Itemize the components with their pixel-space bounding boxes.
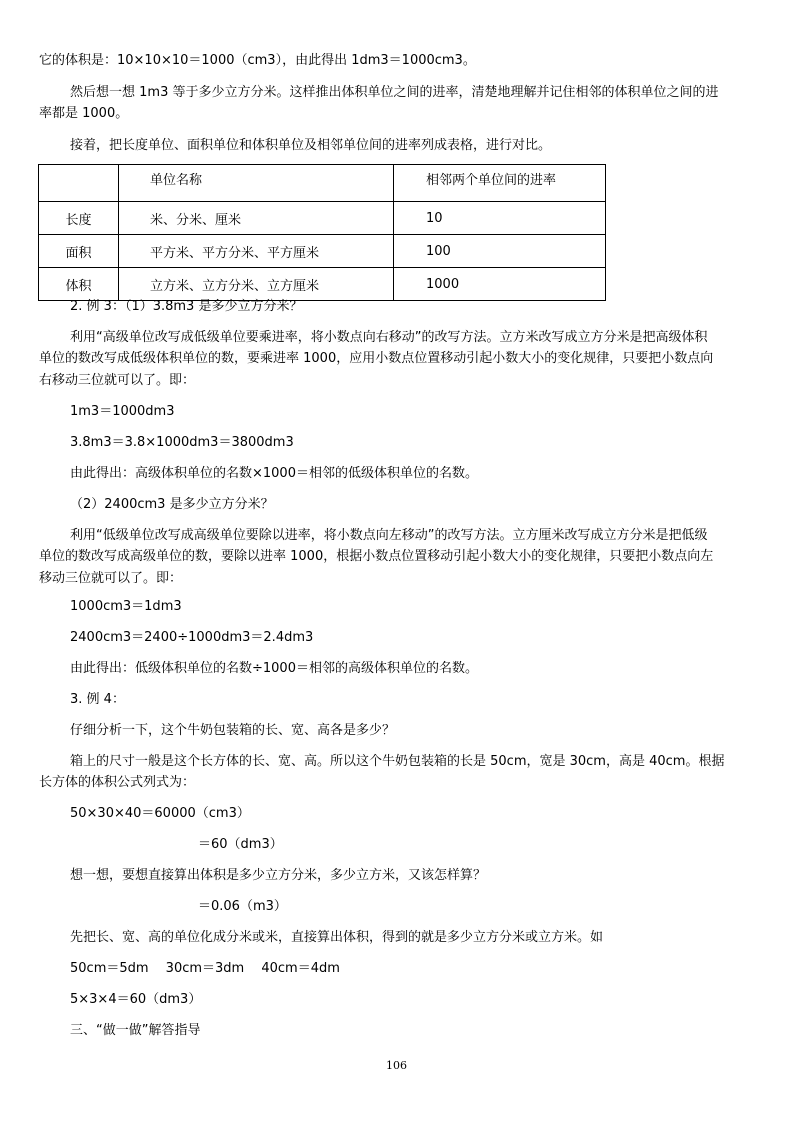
example3-formula1: 1m3＝1000dm3 <box>70 404 175 419</box>
table-header-cell <box>39 165 119 202</box>
line-p2b: 率都是 1000。 <box>39 106 129 121</box>
example4-question: 仔细分析一下，这个牛奶包装箱的长、宽、高各是多少？ <box>70 723 396 738</box>
line-p2a: 然后想一想 1m3 等于多少立方分米。这样推出体积单位之间的进率，清楚地理解并记住相邻的体积单位之间的进 <box>70 85 719 100</box>
example3-explain2-line1: 利用“低级单位改写成高级单位要除以进率，将小数点向左移动”的改写方法。立方厘米改写成立方分米是把低级 <box>70 528 708 543</box>
line-p3: 接着，把长度单位、面积单位和体积单位及相邻单位间的进率列成表格，进行对比。 <box>70 138 552 153</box>
line-p1: 它的体积是：10×10×10＝1000（cm3），由此得出 1dm3＝1000cm3。 <box>39 53 476 68</box>
table-row <box>39 268 606 301</box>
example3-formula4: 2400cm3＝2400÷1000dm3＝2.4dm3 <box>70 630 314 645</box>
example4-formula5: 5×3×4＝60（dm3） <box>70 992 202 1007</box>
example3-explain2-line2: 单位的数改写成高级单位的数，要除以进率 1000，根据小数点位置移动引起小数大小的变化规律，只要把小数点向左 <box>39 549 714 564</box>
example3-conclusion1: 由此得出：高级体积单位的名数×1000＝相邻的低级体积单位的名数。 <box>70 466 478 481</box>
example3-conclusion2: 由此得出：低级体积单位的名数÷1000＝相邻的高级体积单位的名数。 <box>70 661 478 676</box>
example4-explain1-line1: 箱上的尺寸一般是这个长方体的长、宽、高。所以这个牛奶包装箱的长是 50cm，宽是 30cm，高是 40cm。根据 <box>70 754 725 769</box>
unit-rate-table <box>38 164 606 301</box>
example4-formula4: 50cm＝5dm 30cm＝3dm 40cm＝4dm <box>70 961 340 976</box>
example3-explain1-line1: 利用“高级单位改写成低级单位要乘进率，将小数点向右移动”的改写方法。立方米改写成立方分米是把高级体积 <box>70 330 708 345</box>
page-number: 106 <box>386 1059 407 1072</box>
example3-formula2: 3.8m3＝3.8×1000dm3＝3800dm3 <box>70 435 294 450</box>
example3-question2: （2）2400cm3 是多少立方分米？ <box>70 497 274 512</box>
example3-question1: 2. 例 3：（1）3.8m3 是多少立方分米？ <box>70 299 303 314</box>
table-cell-rate: 100 <box>394 235 606 268</box>
table-cell-rate: 10 <box>394 202 606 235</box>
example4-formula3: ＝0.06（m3） <box>198 899 287 914</box>
example4-explain2: 先把长、宽、高的单位化成分米或米，直接算出体积，得到的就是多少立方分米或立方米。如 <box>70 930 604 945</box>
example3-explain1-line3: 右移动三位就可以了。即： <box>39 373 196 388</box>
example4-title: 3. 例 4： <box>70 692 125 707</box>
table-cell-units: 米、分米、厘米 <box>119 202 394 235</box>
table-cell-units: 立方米、立方分米、立方厘米 <box>119 268 394 301</box>
table-cell-category: 体积 <box>39 268 119 301</box>
section-heading: 三、“做一做”解答指导 <box>70 1023 201 1038</box>
table-cell-units: 平方米、平方分米、平方厘米 <box>119 235 394 268</box>
table-row <box>39 235 606 268</box>
table-header-cell: 相邻两个单位间的进率 <box>394 165 606 202</box>
example4-explain1-line2: 长方体的体积公式列式为： <box>39 775 196 790</box>
table-header-cell: 单位名称 <box>119 165 394 202</box>
table-cell-rate: 1000 <box>394 268 606 301</box>
table-cell-category: 长度 <box>39 202 119 235</box>
table-header-row <box>39 165 606 202</box>
example4-formula2: ＝60（dm3） <box>198 837 283 852</box>
example4-formula1: 50×30×40＝60000（cm3） <box>70 806 250 821</box>
example3-formula3: 1000cm3＝1dm3 <box>70 599 182 614</box>
example3-explain1-line2: 单位的数改写成低级体积单位的数，要乘进率 1000，应用小数点位置移动引起小数大小的变化规律，只要把小数点向 <box>39 351 714 366</box>
table-cell-category: 面积 <box>39 235 119 268</box>
example4-think: 想一想，要想直接算出体积是多少立方分米，多少立方米，又该怎样算？ <box>70 868 487 883</box>
table-row <box>39 202 606 235</box>
example3-explain2-line3: 移动三位就可以了。即： <box>39 571 183 586</box>
